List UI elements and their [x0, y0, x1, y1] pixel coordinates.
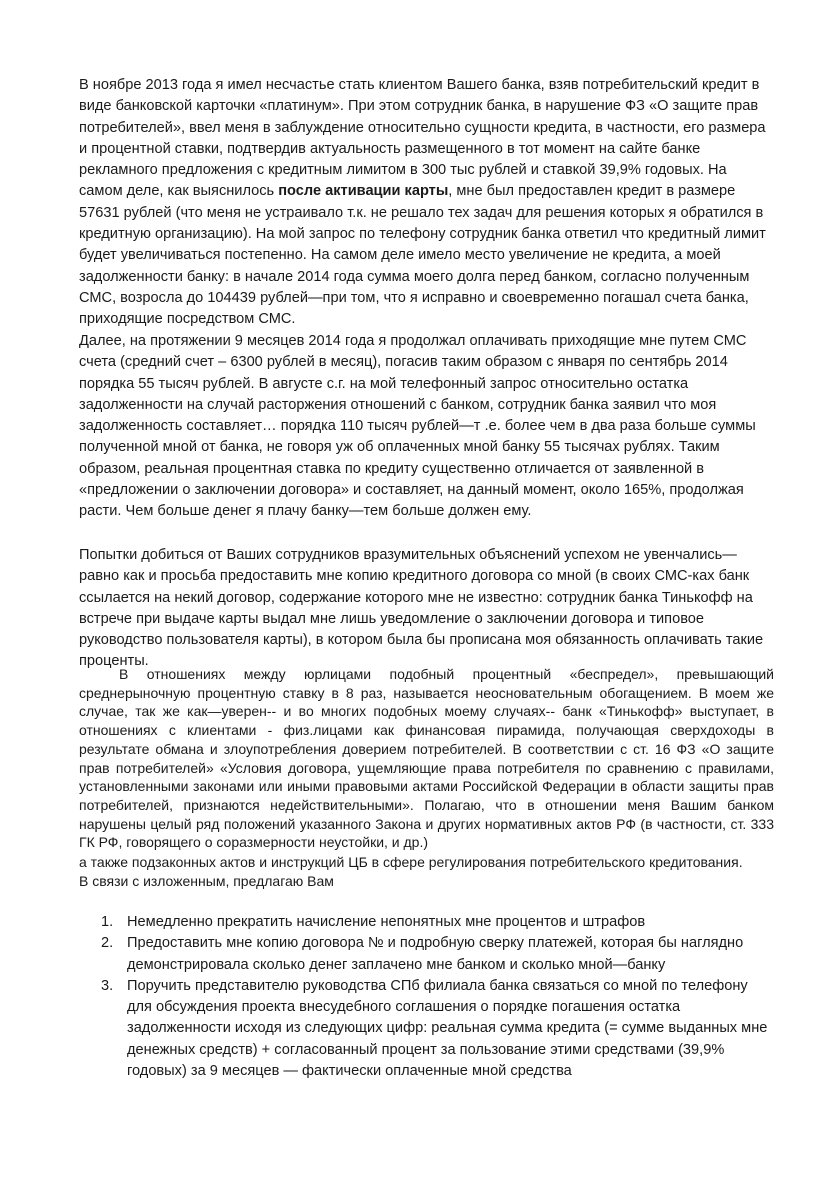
list-item	[79, 933, 774, 976]
paragraph-5: а также подзаконных актов и инструкций ЦБ в сфере регулирования потребительского кредитования.	[79, 854, 743, 870]
list-item	[79, 912, 774, 933]
list-item-number: 1.	[101, 914, 114, 930]
paragraph-4: В отношениях между юрлицами подобный процентный «беспредел», превышающий среднерыночную процентную ставку в 8 раз, называется неосновательным обогащением. В моем же случае, так же как—уверен-- и во многих подобных моему случаях-- банк «Тинькофф» выступает, в отношениях с клиентами - физ.лицами как финансовая пирамида, получающая сверхдоходы в результате обмана и злоупотребления доверием потребителей. В соответствии с ст. 16 ФЗ «О защите прав потребителей» «Условия договора, ущемляющие права потребителя по сравнению с правилами, установленными законами или иными правовыми актами Российской Федерации в области защиты прав потребителей, признаются недействительными». Полагаю, что в отношении меня Вашим банком нарушены целый ряд положений указанного Закона и других нормативных актов РФ (в частности, ст. 333 ГК РФ, говорящего о соразмерности неустойки, и др.)	[79, 666, 774, 851]
list-item-number: 3.	[101, 977, 114, 994]
paragraph-2: Далее, на протяжении 9 месяцев 2014 года я продолжал оплачивать приходящие мне путем СМС счета (средний счет – 6300 рублей в месяц), погасив таким образом с января по сентябрь 2014 порядка 55 тысяч рублей. В августе с.г. на мой телефонный запрос относительно остатка задолженности на случай расторжения отношений с банком, сотрудник банка заявил что моя задолженность составляет… порядка 110 тысяч рублей—т .е. более чем в два раза больше суммы полученной мной от банка, не говоря уж об оплаченных мной банку 55 тысячах рублях. Таким образом, реальная процентная ставка по кредиту существенно отличается от заявленной в «предложении о заключении договора» и составляет, на данный момент, около 165%, продолжая расти. Чем больше денег я плачу банку—тем больше должен ему.	[79, 333, 756, 520]
paragraph-1	[79, 75, 774, 331]
paragraph-1-bold: после активации карты	[278, 183, 449, 200]
list-item-text: Поручить представителю руководства СПб филиала банка связаться со мной по телефону для обсуждения проекта внесудебного соглашения о порядке погашения остатка задолженности исходя из следующих цифр: реальная сумма кредита (= сумме выданных мне денежных средств) + согласованный процент за пользование этими средствами (39,9% годовых) за 9 месяцев — фактически оплаченные мной средства	[127, 977, 768, 1080]
list-item-text: Предоставить мне копию договора № и подробную сверку платежей, которая бы наглядно демонстрировала сколько денег заплачено мне банком и сколько мной—банку	[127, 935, 744, 973]
list-item	[79, 976, 774, 1082]
list-item-text: Немедленно прекратить начисление непонятных мне процентов и штрафов	[127, 914, 646, 930]
paragraph-3: Попытки добиться от Ваших сотрудников вразумительных объяснений успехом не увенчались—равно как и просьба предоставить мне копию кредитного договора со мной (в своих СМС-ках банк ссылается на некий договор, содержание которого мне не известно: сотрудник банка Тинькофф на встрече при выдаче карты выдал мне лишь уведомление о заключении договора и типовое руководство пользователя карты), в котором была бы прописана моя обязанность оплачивать такие проценты.	[79, 547, 764, 670]
paragraph-1-text-b: , мне был предоставлен кредит в размере 57631 рублей (что меня не устраивало т.к. не решало тех задач для решения которых я обратился в кредитную организацию). На мой запрос по телефону сотрудник банка ответил что кредитный лимит будет увеличиваться постепенно. На самом деле имело место увеличение не кредита, а моей задолженности банку: в начале 2014 года сумма моего долга перед банком, согласно полученным СМС, возросла до 104439 рублей—при том, что я исправно и своевременно погашал счета банка, приходящие посредством СМС.	[79, 183, 766, 328]
demands-list	[79, 912, 774, 1082]
paragraph-1-text-a: В ноябре 2013 года я имел несчастье стать клиентом Вашего банка, взяв потребительский кредит в виде банковской карточки «платинум». При этом сотрудник банка, в нарушение ФЗ «О защите прав потребителей», ввел меня в заблуждение относительно сущности кредита, в частности, его размера и процентной ставки, подтвердив актуальность размещенного в тот момент на сайте банке рекламного предложения с кредитным лимитом в 300 тыс рублей и ставкой 39,9% годовых. На самом деле, как выяснилось	[79, 77, 766, 200]
paragraph-6: В связи с изложенным, предлагаю Вам	[79, 873, 334, 889]
list-item-number: 2.	[101, 935, 114, 952]
